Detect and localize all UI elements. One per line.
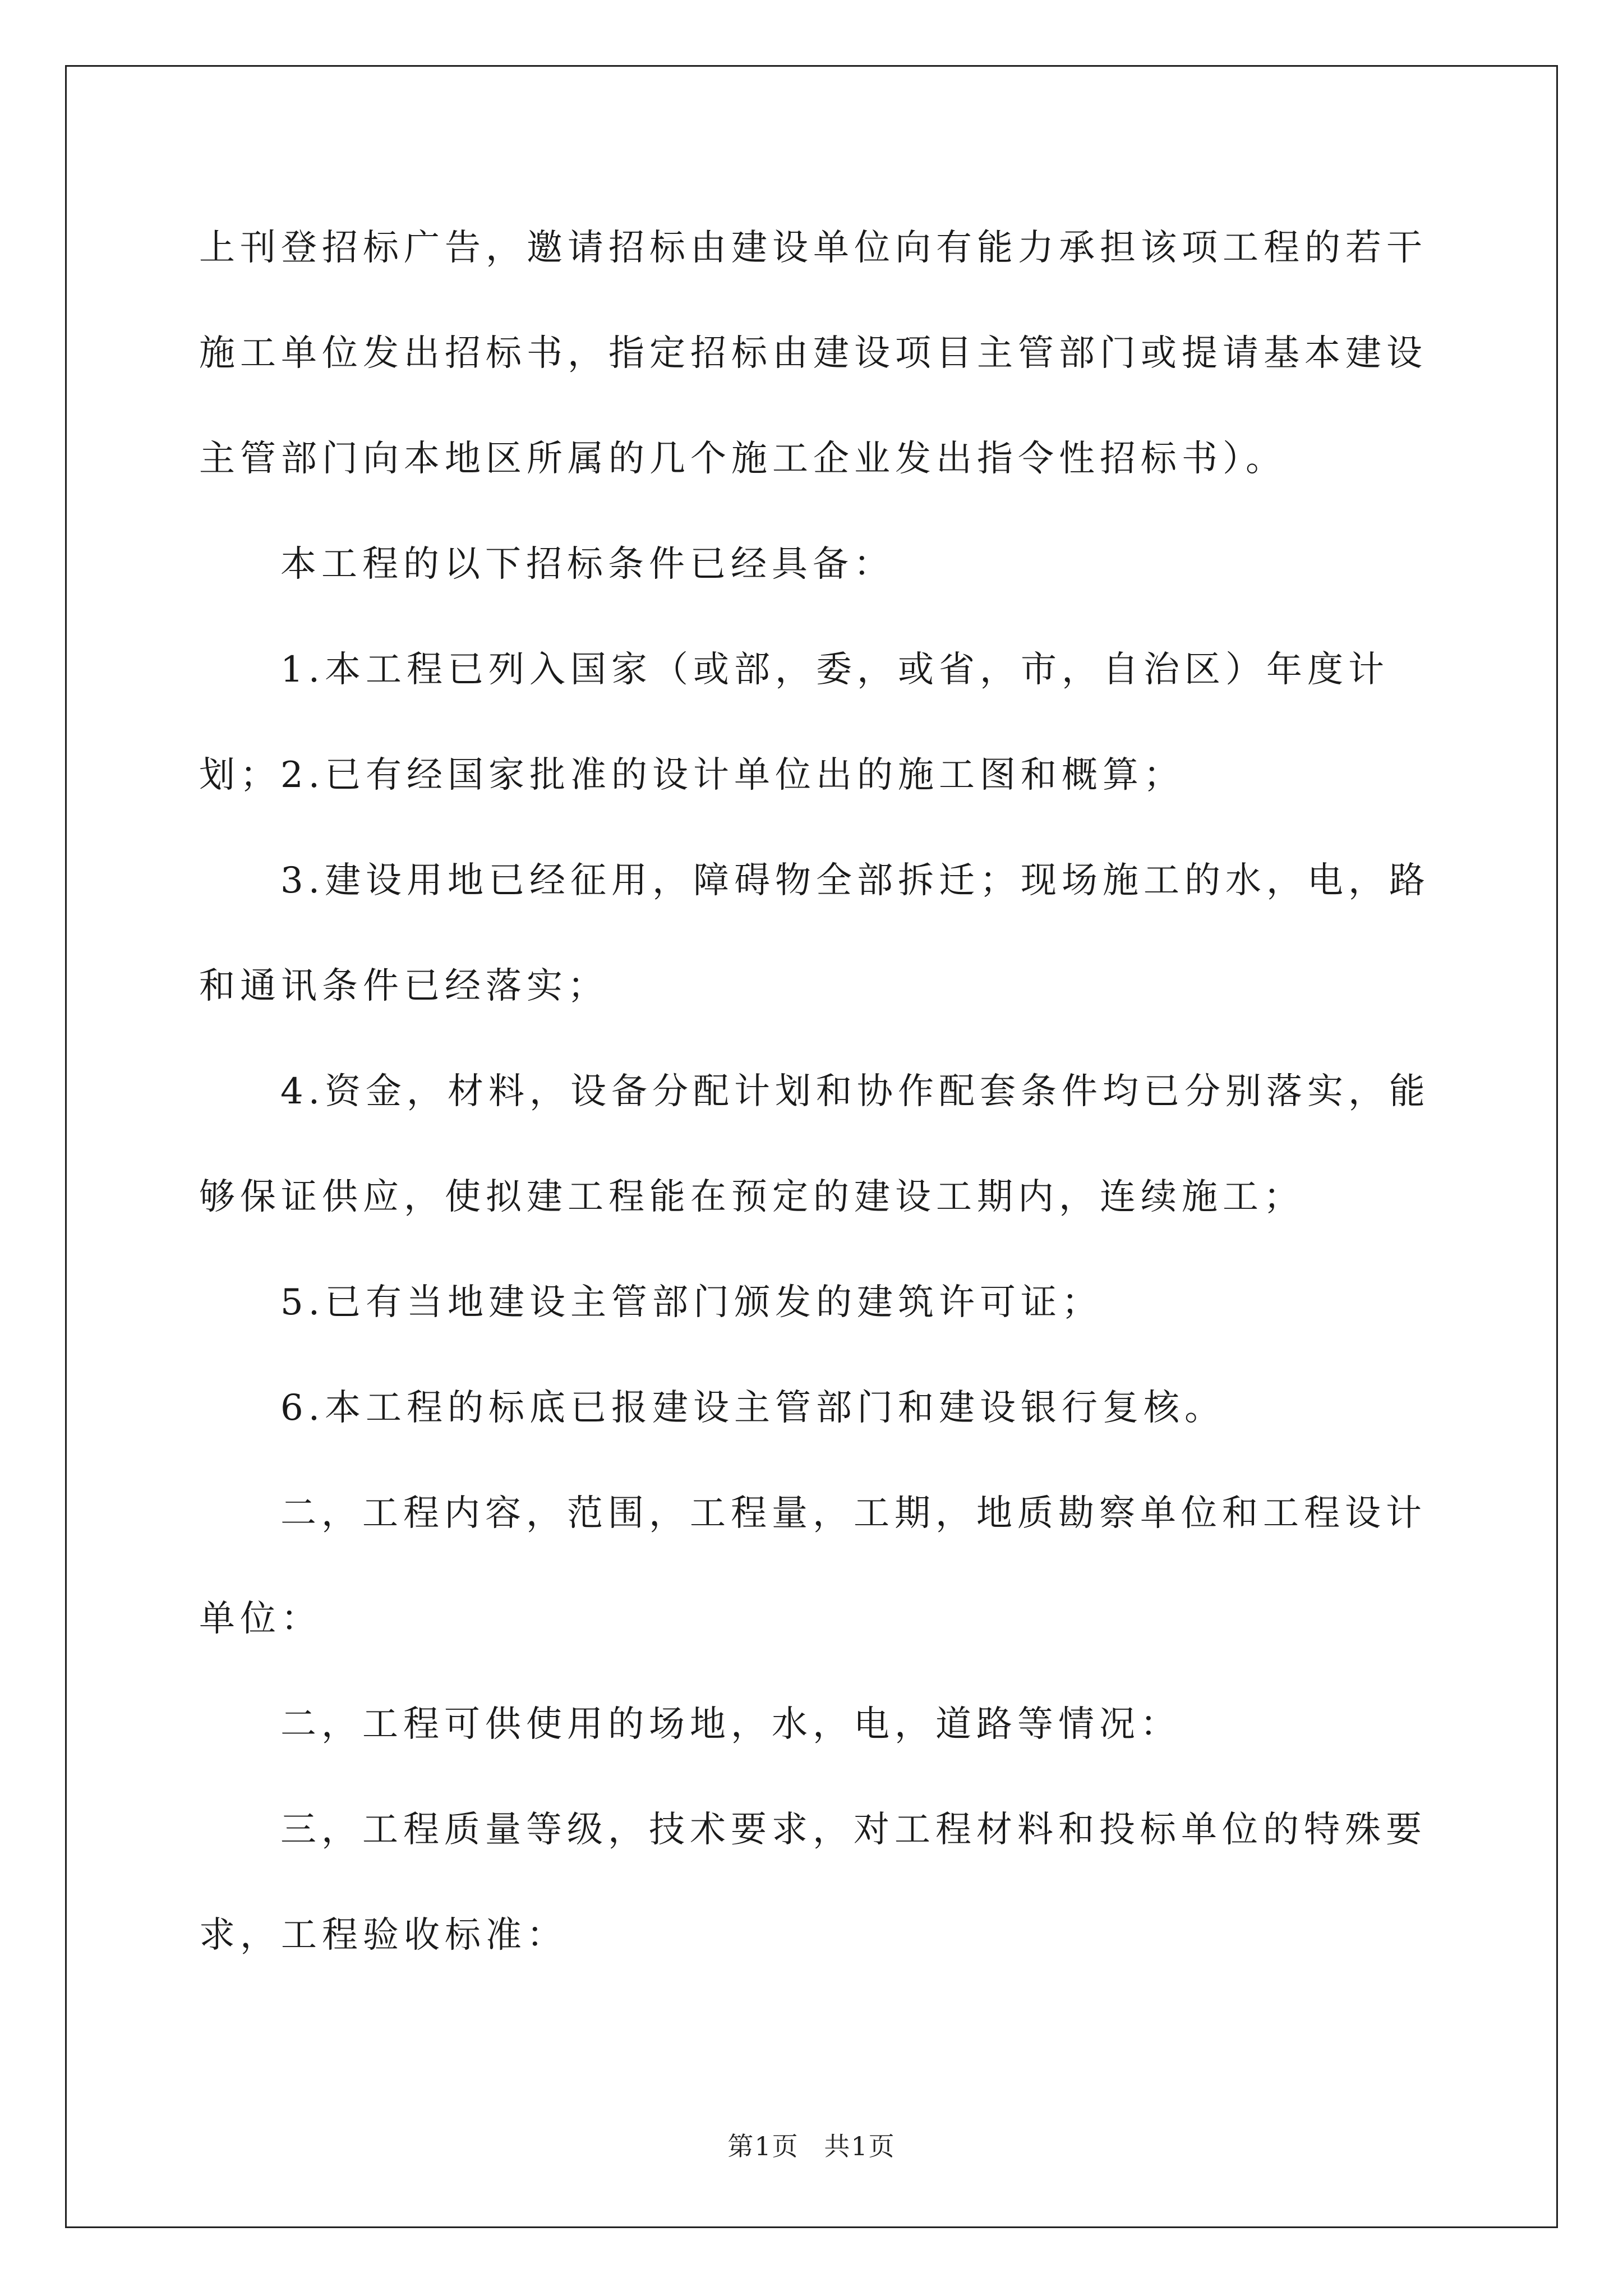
paragraph-4: 2.已有经国家批准的设计单位出的施工图和概算；	[280, 754, 1185, 796]
paragraph-2: 本工程的以下招标条件已经具备：	[280, 544, 895, 585]
page-number-total: 共1页	[824, 2131, 896, 2161]
paragraph-10: 二，工程可供使用的场地，水，电，道路等情况：	[280, 1704, 1181, 1745]
paragraph-7: 5.已有当地建设主管部门颁发的建筑许可证；	[280, 1282, 1103, 1323]
paragraph-8: 6.本工程的标底已报建设主管部门和建设银行复核。	[280, 1387, 1226, 1429]
paragraph-11: 三，工程质量等级，技术要求，对工程材料和投标单位的特殊要求，工程验收标准：	[199, 1809, 1427, 1956]
page-footer	[0, 2126, 1623, 2163]
page-number-current: 第1页	[727, 2131, 799, 2161]
paragraph-6: 4.资金，材料，设备分配计划和协作配套条件均已分别落实，能够保证供应，使拟建工程能在预定的建设工期内，连续施工；	[199, 1071, 1431, 1218]
paragraph-9: 二，工程内容，范围，工程量，工期，地质勘察单位和工程设计单位：	[199, 1493, 1427, 1640]
paragraph-5: 3.建设用地已经征用，障碍物全部拆迁；现场施工的水，电，路和通讯条件已经落实；	[199, 860, 1431, 1007]
paragraph-1: 上刊登招标广告，邀请招标由建设单位向有能力承担该项工程的若干施工单位发出招标书，指定招标由建设项目主管部门或提请基本建设主管部门向本地区所属的几个施工企业发出指令性招标书）。	[199, 227, 1427, 480]
paragraph-3: 1.本工程已列入国家（或部，委，或省，市，自治区）年度计划；	[199, 649, 1390, 796]
